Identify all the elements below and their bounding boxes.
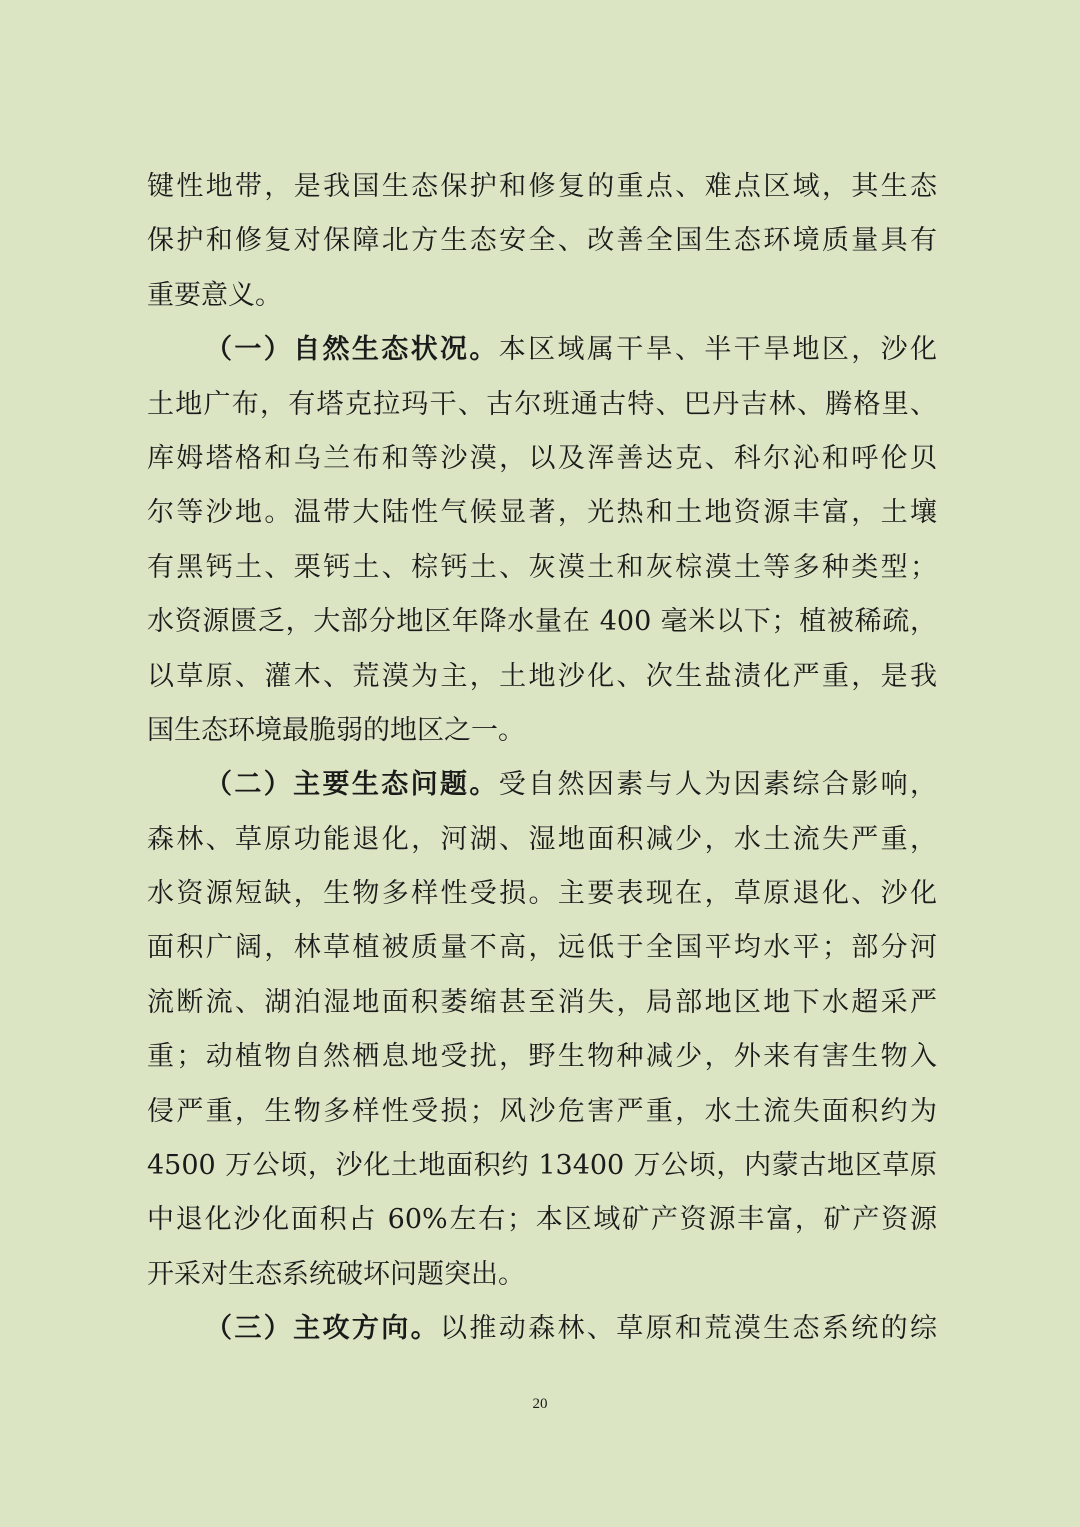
text-line: 键性地带，是我国生态保护和修复的重点、难点区域，其生态 xyxy=(147,171,937,202)
text-line: 水资源短缺，生物多样性受损。主要表现在，草原退化、沙化 xyxy=(147,878,937,910)
text-line: 重要意义。 xyxy=(147,279,282,311)
paragraph-first-line xyxy=(147,1302,937,1356)
page-number: 20 xyxy=(532,1396,548,1412)
text-span: 以推动森林、草原和荒漠生态系统的综 xyxy=(440,1313,937,1345)
text-line: 面积广阔，林草植被质量不高，远低于全国平均水平；部分河 xyxy=(147,932,937,964)
text-span: 受自然因素与人为因素综合影响， xyxy=(498,769,937,801)
text-line: 水资源匮乏，大部分地区年降水量在 400 毫米以下；植被稀疏， xyxy=(147,606,937,638)
text-line: 流断流、湖泊湿地面积萎缩甚至消失，局部地区地下水超采严 xyxy=(147,986,937,1018)
text-line: 4500 万公顷，沙化土地面积约 13400 万公顷，内蒙古地区草原 xyxy=(147,1150,937,1182)
text-line: 尔等沙地。温带大陆性气候显著，光热和土地资源丰富，土壤 xyxy=(147,497,937,529)
text-span: 本区域属干旱、半干旱地区，沙化 xyxy=(498,334,937,366)
text-line: 侵严重，生物多样性受损；风沙危害严重，水土流失面积约为 xyxy=(147,1095,937,1127)
body-text xyxy=(147,160,937,1357)
text-line: 保护和修复对保障北方生态安全、改善全国生态环境质量具有 xyxy=(147,225,937,257)
text-line: 重；动植物自然栖息地受扰，野生物种减少，外来有害生物入 xyxy=(147,1041,937,1073)
text-line: 森林、草原功能退化，河湖、湿地面积减少，水土流失严重， xyxy=(147,823,937,855)
text-line: 国生态环境最脆弱的地区之一。 xyxy=(147,714,525,746)
paragraph-first-line xyxy=(147,323,937,377)
text-line: 库姆塔格和乌兰布和等沙漠，以及浑善达克、科尔沁和呼伦贝 xyxy=(147,442,937,474)
text-line: 土地广布，有塔克拉玛干、古尔班通古特、巴丹吉林、腾格里、 xyxy=(147,388,937,420)
text-line: 开采对生态系统破坏问题突出。 xyxy=(147,1258,525,1290)
section-heading: （一）自然生态状况。 xyxy=(205,334,499,366)
section-heading: （三）主攻方向。 xyxy=(205,1313,440,1345)
paragraph-first-line xyxy=(147,758,937,812)
text-line: 中退化沙化面积占 60%左右；本区域矿产资源丰富，矿产资源 xyxy=(147,1204,937,1236)
text-line: 有黑钙土、栗钙土、棕钙土、灰漠土和灰棕漠土等多种类型； xyxy=(147,551,937,583)
section-heading: （二）主要生态问题。 xyxy=(205,769,499,801)
text-line: 以草原、灌木、荒漠为主，土地沙化、次生盐渍化严重，是我 xyxy=(147,660,937,692)
